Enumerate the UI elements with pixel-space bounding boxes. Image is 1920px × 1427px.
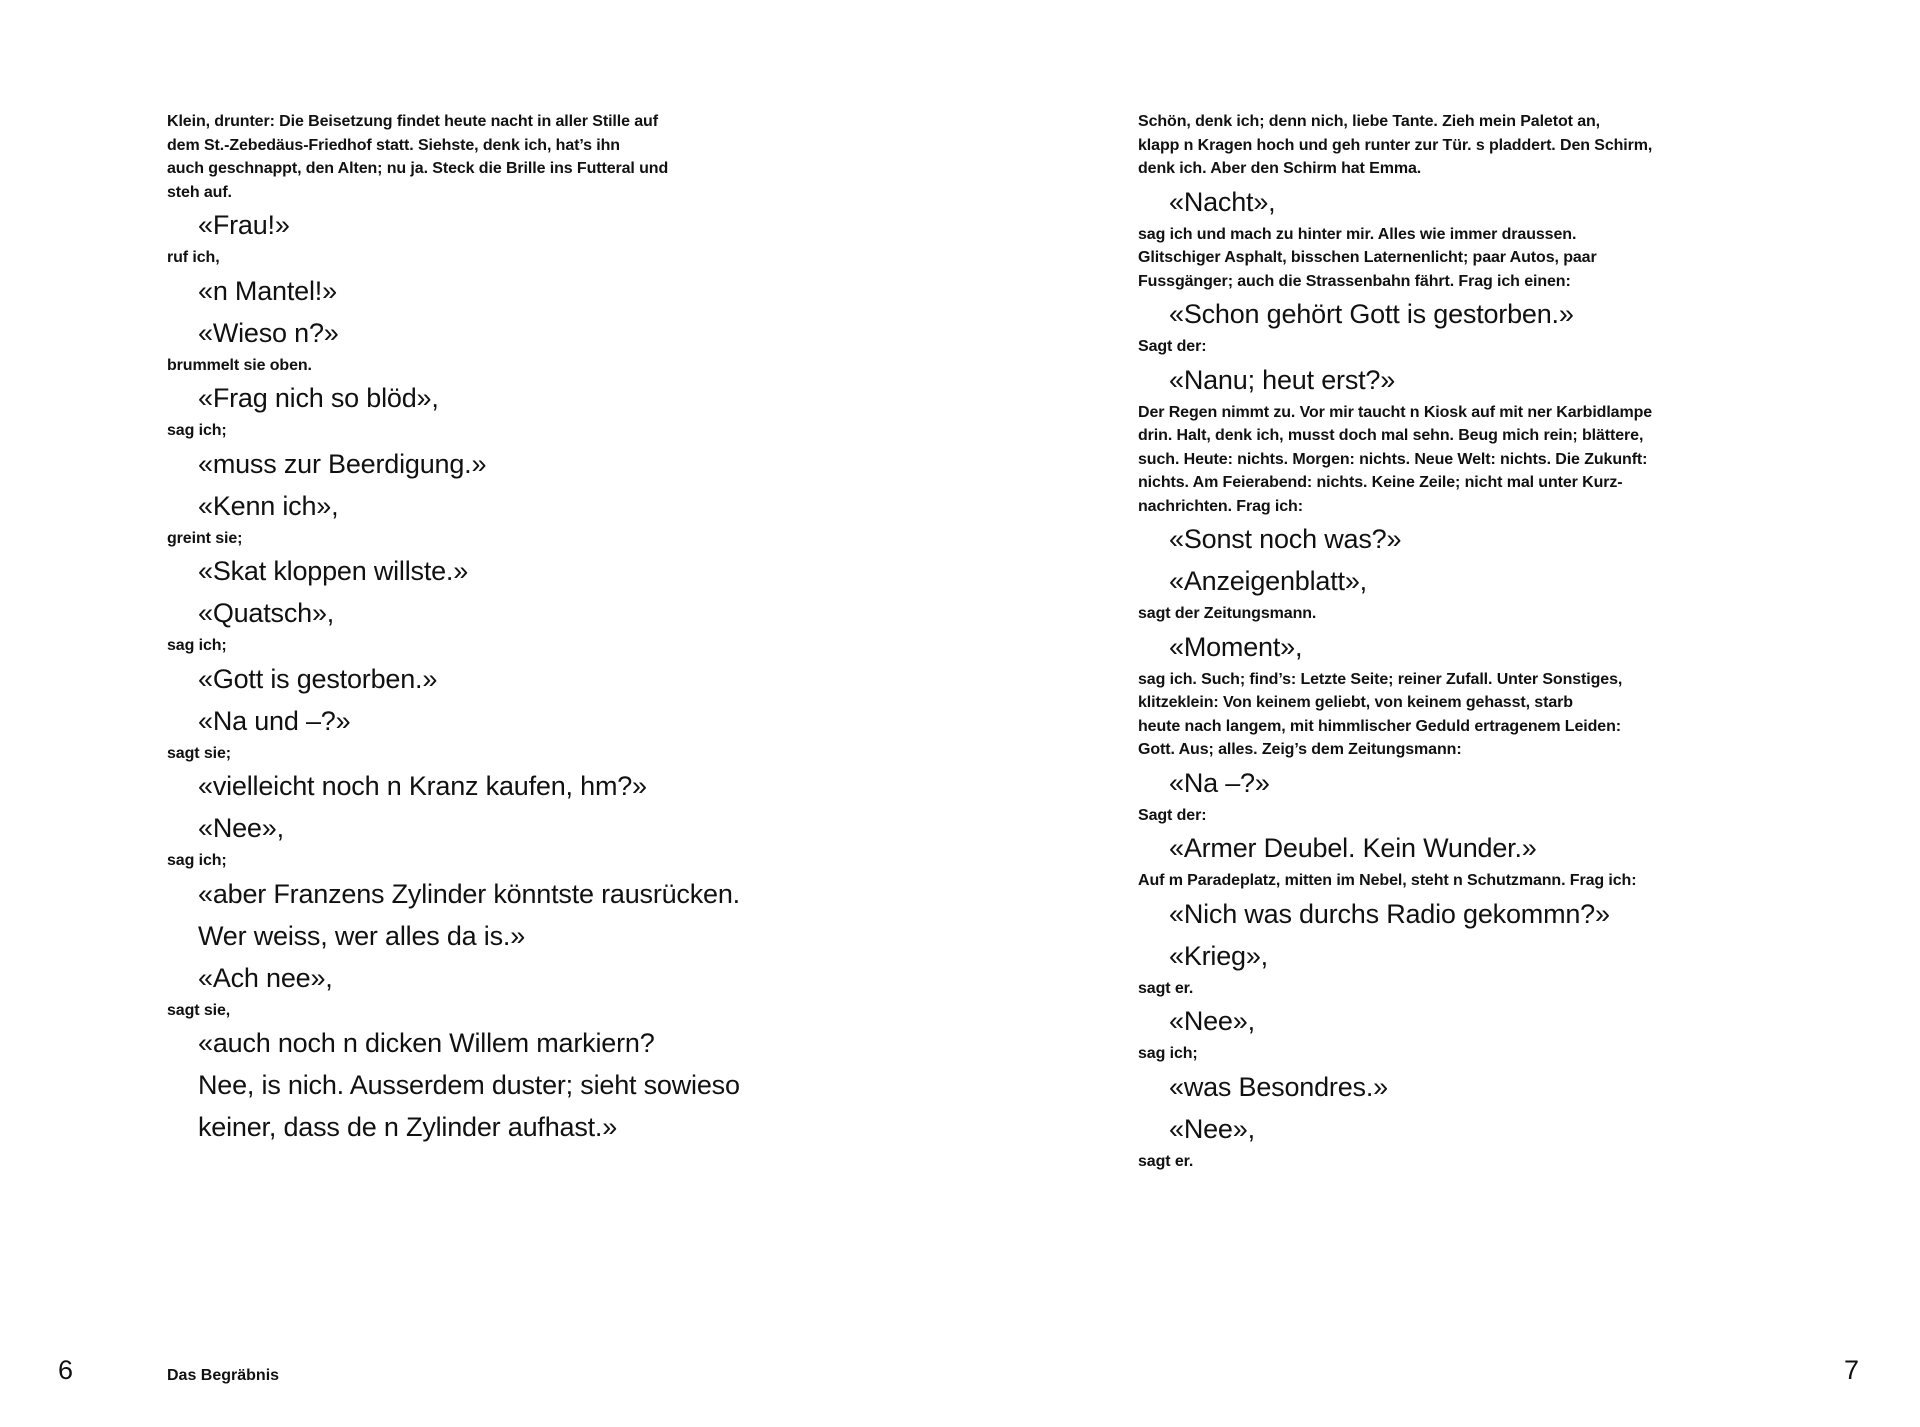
- narration-block: [1138, 804, 1778, 828]
- narration-line: Klein, drunter: Die Beisetzung findet heute nacht in aller Stille auf: [167, 113, 658, 130]
- narration-line: sag ich;: [167, 852, 227, 869]
- narration-line: sagt er.: [1138, 979, 1194, 997]
- dialogue-line: «n Mantel!»: [198, 275, 337, 306]
- dialogue-line: «Quatsch»,: [198, 598, 335, 628]
- narration-line: sag ich;: [1138, 1045, 1198, 1062]
- right-page-text: [1138, 110, 1778, 1173]
- narration-line: Auf m Paradeplatz, mitten im Nebel, steht n Schutzmann. Frag ich:: [1138, 872, 1637, 889]
- narration-line: Fussgänger; auch die Strassenbahn fährt. Frag ich einen:: [1138, 272, 1571, 290]
- dialogue-line: «was Besondres.»: [1169, 1071, 1388, 1102]
- narration-block: [167, 849, 807, 873]
- dialogue-block: [1138, 359, 1778, 401]
- dialogue-block: [167, 1022, 807, 1148]
- narration-line: brummelt sie oben.: [167, 356, 312, 374]
- dialogue-line: «muss zur Beerdigung.»: [198, 448, 487, 479]
- narration-line: ruf ich,: [167, 249, 220, 266]
- narration-line: sag ich. Such; find’s: Letzte Seite; reiner Zufall. Unter Sonstiges,: [1138, 670, 1623, 688]
- dialogue-block: [167, 377, 807, 419]
- dialogue-line: «Nanu; heut erst?»: [1169, 364, 1396, 395]
- dialogue-block: [1138, 181, 1778, 223]
- narration-line: heute nach langem, mit himmlischer Geduld ertragenem Leiden:: [1138, 717, 1622, 735]
- dialogue-line: «vielleicht noch n Kranz kaufen, hm?»: [198, 771, 647, 801]
- dialogue-block: [167, 873, 807, 957]
- narration-line: nichts. Am Feierabend: nichts. Keine Zeile; nicht mal unter Kurz-: [1138, 474, 1623, 491]
- dialogue-line: «Ach nee»,: [198, 962, 333, 993]
- dialogue-block: [1138, 1000, 1778, 1042]
- narration-block: [1138, 1042, 1778, 1066]
- dialogue-line: «Anzeigenblatt»,: [1169, 566, 1367, 596]
- dialogue-line: «aber Franzens Zylinder könntste rausrücken.: [198, 878, 740, 909]
- narration-block: [1138, 602, 1778, 626]
- dialogue-line: «Armer Deubel. Kein Wunder.»: [1169, 833, 1537, 863]
- dialogue-block: [167, 485, 807, 527]
- narration-line: dem St.-Zebedäus-Friedhof statt. Siehste, denk ich, hat’s ihn: [167, 136, 620, 154]
- dialogue-line: «Krieg»,: [1169, 940, 1268, 971]
- narration-block: [1138, 110, 1778, 181]
- dialogue-block: [1138, 560, 1778, 602]
- narration-line: greint sie;: [167, 529, 243, 547]
- dialogue-line: «Frag nich so blöd»,: [198, 383, 439, 413]
- dialogue-block: [167, 658, 807, 700]
- narration-line: sagt sie;: [167, 744, 232, 762]
- dialogue-line: «Moment»,: [1169, 631, 1303, 662]
- narration-line: Der Regen nimmt zu. Vor mir taucht n Kiosk auf mit ner Karbidlampe: [1138, 403, 1653, 421]
- narration-block: [167, 419, 807, 443]
- dialogue-line: «Nich was durchs Radio gekommn?»: [1169, 898, 1610, 929]
- narration-block: [1138, 335, 1778, 359]
- dialogue-line: «auch noch n dicken Willem markiern?: [198, 1028, 655, 1058]
- narration-line: klapp n Kragen hoch und geh runter zur Tür. s pladdert. Den Schirm,: [1138, 136, 1653, 154]
- dialogue-line: «Sonst noch was?»: [1169, 524, 1402, 554]
- dialogue-line: «Wieso n?»: [198, 317, 339, 348]
- dialogue-block: [1138, 827, 1778, 869]
- narration-line: nachrichten. Frag ich:: [1138, 497, 1303, 515]
- dialogue-block: [1138, 626, 1778, 668]
- narration-block: [1138, 401, 1778, 519]
- dialogue-line: «Frau!»: [198, 210, 290, 240]
- narration-line: sagt er.: [1138, 1152, 1194, 1170]
- narration-line: Gott. Aus; alles. Zeig’s dem Zeitungsmann:: [1138, 741, 1462, 758]
- dialogue-block: [167, 807, 807, 849]
- dialogue-block: [167, 765, 807, 807]
- narration-block: [1138, 668, 1778, 762]
- dialogue-line: «Nee»,: [1169, 1006, 1255, 1036]
- narration-block: [167, 742, 807, 766]
- narration-line: sag ich und mach zu hinter mir. Alles wie immer draussen.: [1138, 225, 1577, 243]
- dialogue-block: [1138, 1108, 1778, 1150]
- dialogue-block: [167, 592, 807, 634]
- dialogue-line: Nee, is nich. Ausserdem duster; sieht sowieso: [198, 1070, 740, 1100]
- narration-block: [167, 634, 807, 658]
- page-number-right: 7: [1843, 1355, 1859, 1385]
- dialogue-block: [1138, 293, 1778, 335]
- page-number-left: 6: [58, 1355, 74, 1385]
- narration-line: auch geschnappt, den Alten; nu ja. Steck die Brille ins Futteral und: [167, 160, 669, 177]
- narration-line: Glitschiger Asphalt, bisschen Laternenlicht; paar Autos, paar: [1138, 249, 1597, 266]
- dialogue-block: [167, 550, 807, 592]
- dialogue-line: «Kenn ich»,: [198, 490, 339, 521]
- narration-block: [1138, 869, 1778, 893]
- dialogue-block: [1138, 893, 1778, 935]
- dialogue-line: «Nacht»,: [1169, 186, 1276, 217]
- narration-block: [167, 246, 807, 270]
- dialogue-line: «Na –?»: [1169, 767, 1270, 798]
- dialogue-block: [1138, 518, 1778, 560]
- narration-line: sag ich;: [167, 637, 227, 654]
- dialogue-block: [167, 312, 807, 354]
- narration-block: [1138, 1150, 1778, 1174]
- narration-line: sag ich;: [167, 422, 227, 439]
- dialogue-block: [167, 204, 807, 246]
- dialogue-line: «Gott is gestorben.»: [198, 663, 438, 694]
- narration-block: [1138, 977, 1778, 1001]
- dialogue-line: keiner, dass de n Zylinder aufhast.»: [198, 1112, 618, 1142]
- dialogue-block: [167, 700, 807, 742]
- narration-line: such. Heute: nichts. Morgen: nichts. Neue Welt: nichts. Die Zukunft:: [1138, 450, 1648, 468]
- narration-line: steh auf.: [167, 183, 232, 201]
- dialogue-line: Wer weiss, wer alles da is.»: [198, 920, 526, 951]
- dialogue-line: «Nee»,: [1169, 1113, 1255, 1144]
- narration-line: sagt der Zeitungsmann.: [1138, 605, 1317, 622]
- dialogue-line: «Skat kloppen willste.»: [198, 556, 469, 586]
- dialogue-block: [167, 270, 807, 312]
- narration-block: [1138, 223, 1778, 294]
- narration-block: [167, 999, 807, 1023]
- dialogue-block: [167, 443, 807, 485]
- right-page: [960, 0, 1920, 1427]
- narration-line: klitzeklein: Von keinem geliebt, von keinem gehasst, starb: [1138, 694, 1573, 711]
- narration-line: denk ich. Aber den Schirm hat Emma.: [1138, 160, 1422, 177]
- narration-block: [167, 354, 807, 378]
- dialogue-block: [1138, 762, 1778, 804]
- dialogue-block: [167, 957, 807, 999]
- narration-block: [167, 527, 807, 551]
- left-page-text: [167, 110, 807, 1148]
- narration-block: [167, 110, 807, 204]
- narration-line: drin. Halt, denk ich, musst doch mal sehn. Beug mich rein; blättere,: [1138, 427, 1644, 444]
- narration-line: Schön, denk ich; denn nich, liebe Tante. Zieh mein Paletot an,: [1138, 113, 1601, 130]
- dialogue-line: «Schon gehört Gott is gestorben.»: [1169, 299, 1574, 329]
- narration-line: sagt sie,: [167, 1001, 231, 1019]
- dialogue-line: «Na und –?»: [198, 705, 351, 736]
- dialogue-block: [1138, 1066, 1778, 1108]
- dialogue-block: [1138, 935, 1778, 977]
- narration-line: Sagt der:: [1138, 806, 1207, 824]
- narration-line: Sagt der:: [1138, 338, 1207, 355]
- running-head: Das Begräbnis: [167, 1367, 280, 1384]
- dialogue-line: «Nee»,: [198, 813, 284, 843]
